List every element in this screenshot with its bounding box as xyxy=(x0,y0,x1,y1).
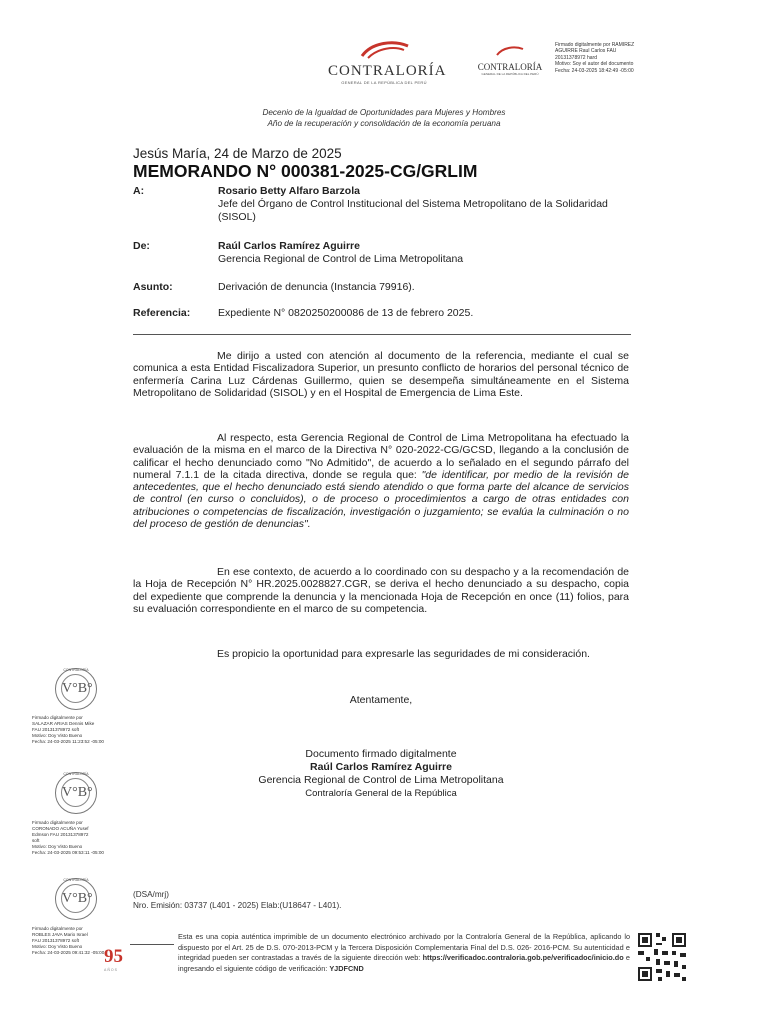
paragraph-text: Es propicio la oportunidad para expresarle las seguridades de mi consideración. xyxy=(217,648,590,660)
stamp-line: FAU 20131378972 soft xyxy=(32,938,79,943)
decenio-line: Año de la recuperación y consolidación de la economía peruana xyxy=(267,119,501,128)
logo-small-subtitle: GENERAL DE LA REPÚBLICA DEL PERÚ xyxy=(481,72,539,76)
signature-line: Firmado digitalmente por RAMIREZ xyxy=(555,42,635,48)
stamp-line: ROBLES JAVA Mario Israel xyxy=(32,932,88,937)
decenio-header xyxy=(0,107,768,129)
to-value xyxy=(218,185,618,224)
verification-code: YJDFCND xyxy=(329,963,364,973)
anniversary-logo xyxy=(104,946,144,972)
anniversary-label: AÑOS xyxy=(104,968,118,972)
to-label: A: xyxy=(133,185,145,197)
vb-icon: V°B° xyxy=(61,674,90,703)
contraloria-swoosh-icon xyxy=(354,38,414,60)
divider xyxy=(133,334,631,335)
vb-icon: V°B° xyxy=(61,884,90,913)
decenio-line: Decenio de la Igualdad de Oportunidades para Mujeres y Hombres xyxy=(262,108,506,117)
logo-small-brand: CONTRALORÍA xyxy=(477,62,543,72)
body-paragraph-4 xyxy=(133,648,629,660)
stamp-line: FAU 20131378972 soft xyxy=(32,727,79,732)
visto-bueno-stamp xyxy=(55,772,97,814)
reference-label: Referencia: xyxy=(133,307,191,319)
vb-icon: V°B° xyxy=(61,778,90,807)
dsa-reference: (DSA/mrj) xyxy=(133,890,169,899)
from-name: Raúl Carlos Ramírez Aguirre xyxy=(218,240,360,252)
closing: Atentamente, xyxy=(349,694,413,706)
verification-link[interactable]: https://verificadoc.contraloria.gob.pe/verificadoc/inicio.do xyxy=(422,953,624,962)
stamp-line: Firmado digitalmente por xyxy=(32,715,83,720)
stamp-signature-text xyxy=(32,820,128,856)
stamp-line: Firmado digitalmente por xyxy=(32,926,83,931)
stamp-line: soft xyxy=(32,838,40,843)
signer-entity: Contraloría General de la República xyxy=(305,788,457,799)
stamp-label: CONTRALORÍA xyxy=(63,772,89,776)
qr-code-icon xyxy=(636,931,688,983)
signature-block xyxy=(133,748,629,800)
body-paragraph-1 xyxy=(133,350,629,399)
stamp-line: Fecha: 24-03-2025 09:53:11 -05:00 xyxy=(32,850,104,855)
contraloria-logo xyxy=(328,38,447,85)
paragraph-text: En ese contexto, de acuerdo a lo coordinado con su despacho y a la recomendación de la Hoja de Recepción N° HR.2025.0028827.CGR, se deriva el hecho denunciado a su despacho, copia del expediente que comprende la denuncia y la mencionada Hoja de Recepción en once (11) folios, para su evaluación correspondiente en el marco de su competencia. xyxy=(133,566,629,615)
subject-label: Asunto: xyxy=(133,281,173,293)
signer-name: Raúl Carlos Ramírez Aguirre xyxy=(310,761,452,773)
logo-brand: CONTRALORÍA xyxy=(328,63,447,79)
from-label: De: xyxy=(133,240,150,252)
note-text: Esta es una copia auténtica imprimible de un documento electrónico archivado por la Contraloría General de la República, aplicando lo dispuesto por el Art. 25 de D.S. 070-2013-PCM y la Tercera Disposición Complementaria Final del D.S. 026- 2016-PCM. Su autenticidad e integridad pueden ser contrastadas a través de la siguiente dirección web: xyxy=(178,932,630,962)
authenticity-note xyxy=(178,932,630,974)
visto-bueno-stamp xyxy=(55,668,97,710)
stamp-signature-text xyxy=(32,715,128,745)
contraloria-logo-small xyxy=(475,44,545,76)
stamp-line: Motivo: Doy Visto Bueno xyxy=(32,733,83,738)
digital-signature-block xyxy=(555,42,665,74)
divider xyxy=(130,944,174,945)
logo-subtitle: GENERAL DE LA REPÚBLICA DEL PERÚ xyxy=(341,80,427,85)
stamp-line: Firmado digitalmente por xyxy=(32,820,83,825)
paragraph-text: Me dirijo a usted con atención al documento de la referencia, mediante el cual se comunica a esta Entidad Fiscalizadora Superior, un presunto conflicto de horarios del personal técnico de enfermería Carina Luz Cárdenas Guillermo, quien se desempeña simultáneamente en el Sistema Metropolitano de Solidaridad (SISOL) y en el Hospital de Emergencia de Lima Este. xyxy=(133,350,629,399)
from-position: Gerencia Regional de Control de Lima Metropolitana xyxy=(218,253,464,265)
body-paragraph-2 xyxy=(133,432,629,530)
stamp-line: Fecha: 24-03-2025 11:23:52 -05:00 xyxy=(32,739,104,744)
from-value xyxy=(218,240,618,266)
signer-office: Gerencia Regional de Control de Lima Metropolitana xyxy=(258,774,504,786)
visto-bueno-stamp xyxy=(55,878,97,920)
to-name: Rosario Betty Alfaro Barzola xyxy=(218,185,360,197)
emission-number: Nro. Emisión: 03737 (L401 - 2025) Elab:(U18647 - L401). xyxy=(133,901,342,910)
paragraph-text: Al respecto, esta Gerencia Regional de Control de Lima Metropolitana ha efectuado la evaluación de la misma en el marco de la Directiva N° 020-2022-CG/GCSD, llegando a la conclusión de calificar el hecho denunciado como "No Admitido", de acuerdo a lo señalado en el segundo párrafo del numeral 7.1.1 de la citada directiva, donde se regula que: xyxy=(133,432,629,481)
stamp-line: Motivo: Doy Visto Bueno xyxy=(32,844,83,849)
stamp-line: Fecha: 24-03-2025 09:41:32 -05:00 xyxy=(32,950,105,955)
subject-value: Derivación de denuncia (Instancia 79916). xyxy=(218,281,415,293)
quoted-directive: "de identificar, por medio de la revisión de antecedentes, que el hecho denunciado está siendo atendido o que forma parte del alcance de servicios de control (en curso o concluidos), o de proceso o procedimientos a cargo de otras entidades con atribuciones o competencias de fiscalización, investigación o juzgamiento; se evalúa la culminación o no del proceso de gestión de denuncias". xyxy=(133,468,629,531)
note-text: e ingresando el siguiente código de verificación: xyxy=(178,953,630,973)
anniversary-number: 95 xyxy=(104,946,123,967)
stamp-label: CONTRALORÍA xyxy=(63,668,89,672)
signature-line: Motivo: Soy el autor del documento xyxy=(555,61,634,68)
stamp-line: CORONADO ACUÑA Yusef xyxy=(32,826,89,831)
signature-line: 20131378972 hard xyxy=(555,54,597,61)
stamp-line: SALAZAR ARIAS Dennis Mike xyxy=(32,721,95,726)
stamp-line: Motivo: Doy Visto Bueno xyxy=(32,944,83,949)
stamp-label: CONTRALORÍA xyxy=(63,878,89,882)
contraloria-swoosh-icon xyxy=(493,45,527,57)
stamp-line: Edmson FAU 20131378972 xyxy=(32,832,89,837)
place-date: Jesús María, 24 de Marzo de 2025 xyxy=(133,146,342,161)
signature-line: Fecha: 24-03-2025 18:42:49 -05:00 xyxy=(555,67,634,74)
signature-note: Documento firmado digitalmente xyxy=(305,748,457,760)
signature-line: AGUIRRE Raul Carlos FAU xyxy=(555,48,617,55)
to-position: Jefe del Órgano de Control Institucional del Sistema Metropolitano de la Solidaridad (SISOL) xyxy=(218,198,608,223)
body-paragraph-3 xyxy=(133,566,629,615)
reference-value: Expediente N° 0820250200086 de 13 de febrero 2025. xyxy=(218,307,474,319)
memo-title: MEMORANDO N° 000381-2025-CG/GRLIM xyxy=(133,161,478,181)
